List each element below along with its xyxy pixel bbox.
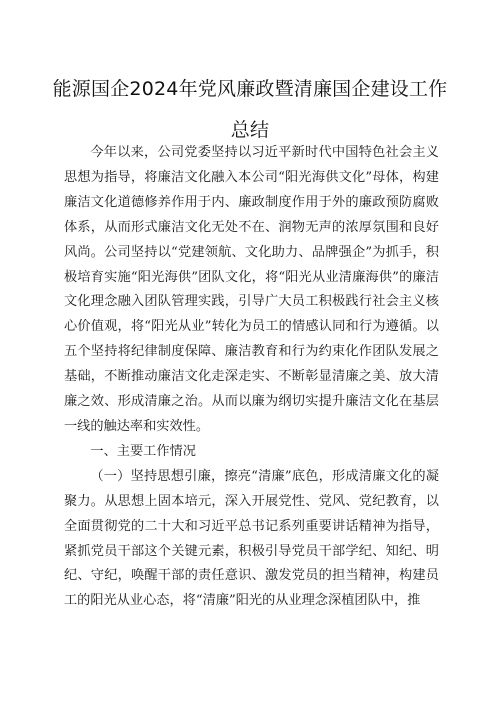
document-title-line1: 能源国企2024年党风廉政暨清廉国企建设工作	[52, 78, 448, 100]
intro-paragraph: 今年以来，公司党委坚持以习近平新时代中国特色社会主义思想为指导，将廉洁文化融入本公司“阳光海供文化”母体，构建廉洁文化道德修养作用于内、廉政制度作用于外的廉政预防腐败体系，从而形式廉洁文化无处不在、润物无声的浓厚氛围和良好风尚。公司坚持以“党建领航、文化助力、品牌强企”为抓手，积极培育实施“阳光海供”团队文化，将“阳光从业清廉海供”的廉洁文化理念融入团队管理实践，引导广大员工积极践行社会主义核心价值观，将“阳光从业”转化为员工的情感认同和行为遵循。以五个坚持将纪律制度保障、廉洁教育和行为约束化作团队发展之基础，不断推动廉洁文化走深走实、不断彰显清廉之美、放大清廉之效、形成清廉之治。从而以廉为纲切实提升廉洁文化在基层一线的触达率和实效性。	[64, 145, 439, 434]
section-heading: 一、主要工作情况	[90, 443, 196, 459]
section-paragraph: （一）坚持思想引廉，擦亮“清廉”底色，形成清廉文化的凝聚力。从思想上固本培元，深入开展党性、党风、党纪教育，以全面贯彻党的二十大和习近平总书记系列重要讲话精神为指导，紧抓党员干部这个关键元素，积极引导党员干部学纪、知纪、明纪、守纪，唤醒干部的责任意识、激发党员的担当精神，构建员工的阳光从业心态，将“清廉”阳光的从业理念深植团队中，推	[64, 468, 439, 609]
document-title-line2: 总结	[230, 119, 270, 141]
document-body	[64, 141, 439, 614]
